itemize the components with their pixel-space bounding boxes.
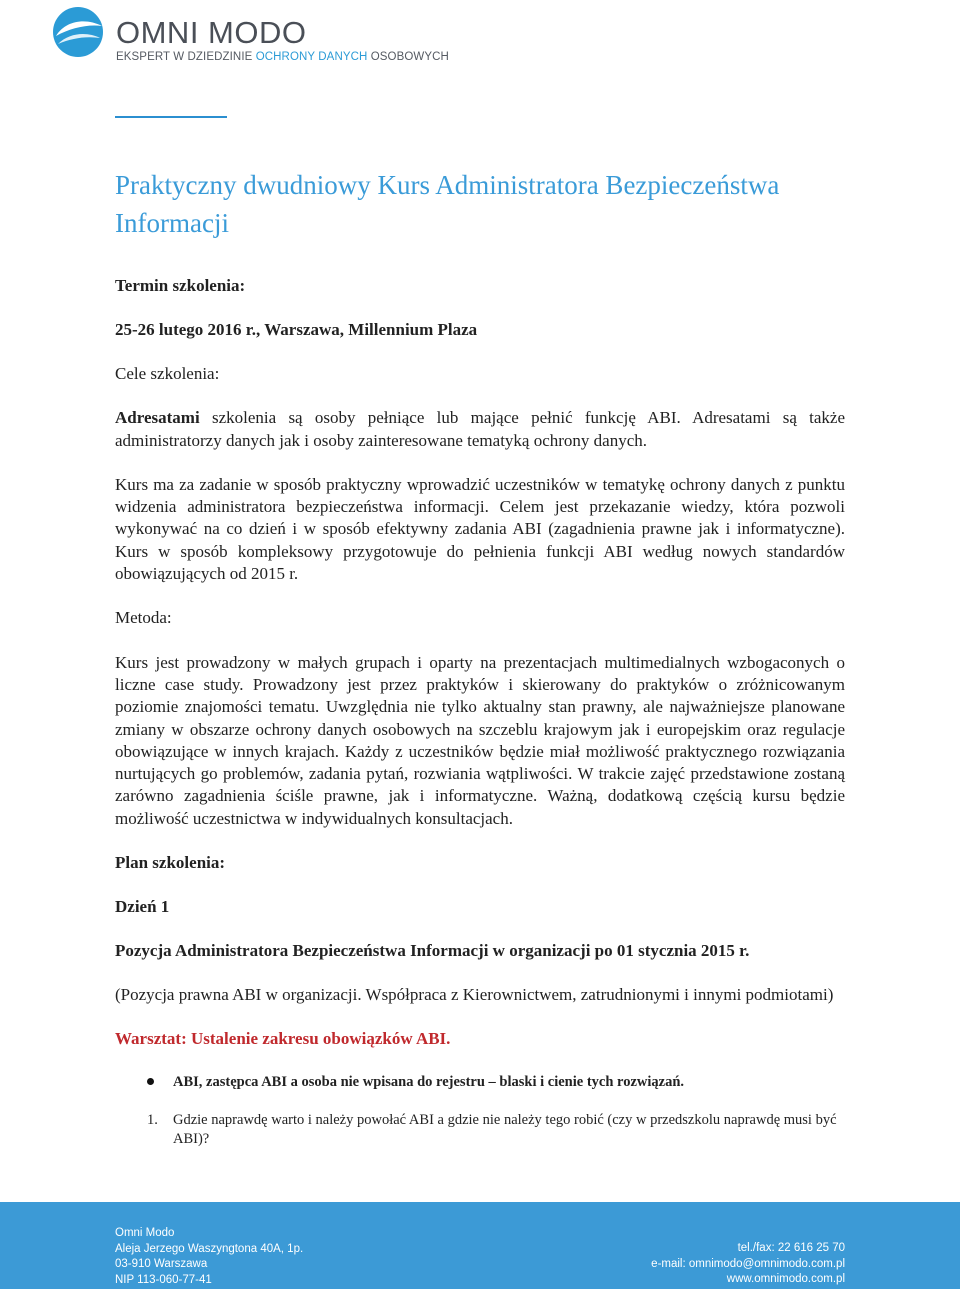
footer-phone: tel./fax: 22 616 25 70 [737,1242,845,1254]
list-item: 1. Gdzie naprawdę warto i należy powołać ABI a gdzie nie należy tego robić (czy w przedszkolu naprawdę musi być ABI)? [147,1112,837,1148]
footer-address-block [115,1226,303,1288]
bullet-dot-icon [147,1078,154,1085]
footer-city: 03-910 Warszawa [115,1258,208,1270]
footer-address: Aleja Jerzego Waszyngtona 40A, 1p. [115,1242,304,1255]
brand-tagline: EKSPERT W DZIEDZINIE OCHRONY DANYCH OSOBOWYCH [116,51,449,63]
document-title: Praktyczny dwudniowy Kurs Administratora Bezpieczeństwa Informacji [115,170,780,238]
cele-paragraph-1: Adresatami szkolenia są osoby pełniące lub mające pełnić funkcję ABI. Adresatami są także administratorzy danych jak i osoby zainteresowane tematyką ochrony danych. [115,408,845,450]
document-body [115,166,845,1149]
footer-nip: NIP 113-060-77-41 [115,1273,212,1286]
omni-modo-logo-icon [52,6,104,58]
pozycja-heading: Pozycja Administratora Bezpieczeństwa Informacji w organizacji po 01 stycznia 2015 r. [115,941,750,961]
cele-paragraph-2: Kurs ma za zadanie w sposób praktyczny wprowadzić uczestników w tematykę ochrony danych z punktu widzenia administratora bezpieczeństwa informacji. Celem jest przekazanie wiedzy, która pozwoli wykonywać na co dzień i w sposób efektywny zadania ABI (zagadnienia prawne jak i informatyczne). Kurs w sposób kompleksowy przygotowuje do pełnienia funkcji ABI według nowych standardów obowiązujących od 2015 r. [115,474,845,584]
metoda-heading: Metoda: [115,608,172,628]
metoda-paragraph: Kurs jest prowadzony w małych grupach i oparty na prezentacjach multimedialnych wzbogaconych o liczne case study. Prowadzony jest przez praktyków i skierowany do praktyków o zróżnicowanym poziomie znajomości tematu. Uwzględnia nie tylko aktualny stan prawny, ale najważniejsze planowane zmiany w obszarze ochrony danych osobowych na szczeblu krajowym jak i europejskim oraz regulacje obowiązujące w innych krajach. Każdy z uczestników będzie miał możliwość praktycznego rozwiązania nurtujących go problemów, zadania pytań, rozwiania wątpliwości. W trakcie zajęć przedstawione zostaną zarówno zagadnienia ściśle prawne, jak i informatyczne. Ważną, dodatkową częścią kursu będzie możliwość uczestnictwa w indywidualnych konsultacjach. [115,652,845,828]
termin-value: 25-26 lutego 2016 r., Warszawa, Millennium Plaza [115,320,478,339]
page-footer [0,1202,960,1289]
plan-heading: Plan szkolenia: [115,853,226,873]
company-logo [52,6,449,68]
bullet-list [115,1072,845,1092]
footer-website[interactable]: www.omnimodo.com.pl [726,1273,845,1285]
numbered-list [115,1111,845,1149]
list-item: ABI, zastępca ABI a osoba nie wpisana do rejestru – blaski i cienie tych rozwiązań. [115,1072,845,1092]
footer-email[interactable]: e-mail: omnimodo@omnimodo.com.pl [651,1257,845,1270]
brand-name: OMNI MODO [116,15,307,50]
warsztat-heading: Warsztat: Ustalenie zakresu obowiązków ABI. [115,1029,451,1049]
header-divider [115,116,227,118]
day-heading: Dzień 1 [115,897,170,917]
termin-heading: Termin szkolenia: [115,276,246,295]
pozycja-note: (Pozycja prawna ABI w organizacji. Współpraca z Kierownictwem, zatrudnionymi i innymi podmiotami) [115,985,834,1005]
footer-company: Omni Modo [115,1227,175,1239]
cele-heading: Cele szkolenia: [115,364,220,383]
footer-contact-block [651,1241,845,1288]
